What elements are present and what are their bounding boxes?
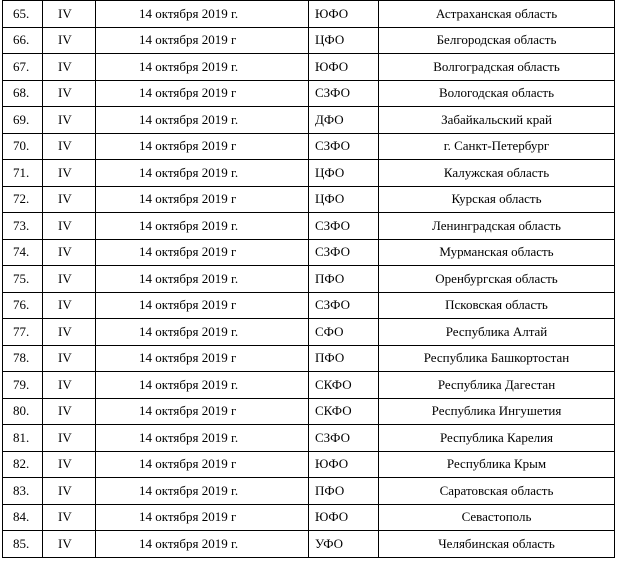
region-cell: Вологодская область bbox=[379, 80, 615, 107]
round-cell: IV bbox=[43, 425, 96, 452]
table-row bbox=[3, 27, 615, 54]
federal-district-cell: СЗФО bbox=[309, 133, 379, 160]
round-cell: IV bbox=[43, 1, 96, 28]
table-row bbox=[3, 213, 615, 240]
row-number-cell: 79. bbox=[3, 372, 43, 399]
region-cell: Ленинградская область bbox=[379, 213, 615, 240]
federal-district-cell: СЗФО bbox=[309, 292, 379, 319]
row-number-cell: 76. bbox=[3, 292, 43, 319]
date-cell: 14 октября 2019 г bbox=[96, 398, 309, 425]
federal-district-cell: СЗФО bbox=[309, 213, 379, 240]
region-cell: Псковская область bbox=[379, 292, 615, 319]
row-number-cell: 71. bbox=[3, 160, 43, 187]
federal-district-cell: СЗФО bbox=[309, 80, 379, 107]
date-cell: 14 октября 2019 г. bbox=[96, 160, 309, 187]
federal-district-cell: ЦФО bbox=[309, 160, 379, 187]
table-row bbox=[3, 266, 615, 293]
round-cell: IV bbox=[43, 531, 96, 558]
region-cell: Республика Башкортостан bbox=[379, 345, 615, 372]
row-number-cell: 84. bbox=[3, 504, 43, 531]
region-cell: Оренбургская область bbox=[379, 266, 615, 293]
date-cell: 14 октября 2019 г. bbox=[96, 107, 309, 134]
row-number-cell: 77. bbox=[3, 319, 43, 346]
row-number-cell: 75. bbox=[3, 266, 43, 293]
region-cell: Республика Дагестан bbox=[379, 372, 615, 399]
round-cell: IV bbox=[43, 504, 96, 531]
date-cell: 14 октября 2019 г. bbox=[96, 266, 309, 293]
date-cell: 14 октября 2019 г. bbox=[96, 319, 309, 346]
federal-district-cell: СФО bbox=[309, 319, 379, 346]
date-cell: 14 октября 2019 г bbox=[96, 292, 309, 319]
region-cell: Челябинская область bbox=[379, 531, 615, 558]
table-row bbox=[3, 1, 615, 28]
round-cell: IV bbox=[43, 451, 96, 478]
row-number-cell: 72. bbox=[3, 186, 43, 213]
schedule-table bbox=[2, 0, 615, 558]
federal-district-cell: СКФО bbox=[309, 398, 379, 425]
date-cell: 14 октября 2019 г. bbox=[96, 1, 309, 28]
date-cell: 14 октября 2019 г bbox=[96, 186, 309, 213]
date-cell: 14 октября 2019 г. bbox=[96, 54, 309, 81]
table-row bbox=[3, 133, 615, 160]
date-cell: 14 октября 2019 г. bbox=[96, 478, 309, 505]
row-number-cell: 65. bbox=[3, 1, 43, 28]
date-cell: 14 октября 2019 г. bbox=[96, 531, 309, 558]
round-cell: IV bbox=[43, 239, 96, 266]
round-cell: IV bbox=[43, 133, 96, 160]
date-cell: 14 октября 2019 г bbox=[96, 239, 309, 266]
table-row bbox=[3, 372, 615, 399]
date-cell: 14 октября 2019 г bbox=[96, 504, 309, 531]
region-cell: Астраханская область bbox=[379, 1, 615, 28]
region-cell: Республика Карелия bbox=[379, 425, 615, 452]
row-number-cell: 83. bbox=[3, 478, 43, 505]
federal-district-cell: ПФО bbox=[309, 266, 379, 293]
row-number-cell: 82. bbox=[3, 451, 43, 478]
federal-district-cell: ЮФО bbox=[309, 504, 379, 531]
round-cell: IV bbox=[43, 398, 96, 425]
region-cell: Белгородская область bbox=[379, 27, 615, 54]
date-cell: 14 октября 2019 г bbox=[96, 133, 309, 160]
federal-district-cell: ЦФО bbox=[309, 27, 379, 54]
federal-district-cell: СЗФО bbox=[309, 239, 379, 266]
date-cell: 14 октября 2019 г bbox=[96, 345, 309, 372]
date-cell: 14 октября 2019 г bbox=[96, 451, 309, 478]
region-cell: Севастополь bbox=[379, 504, 615, 531]
federal-district-cell: ПФО bbox=[309, 345, 379, 372]
region-cell: Волгоградская область bbox=[379, 54, 615, 81]
date-cell: 14 октября 2019 г. bbox=[96, 372, 309, 399]
round-cell: IV bbox=[43, 372, 96, 399]
federal-district-cell: ЦФО bbox=[309, 186, 379, 213]
region-cell: Республика Алтай bbox=[379, 319, 615, 346]
row-number-cell: 78. bbox=[3, 345, 43, 372]
region-cell: Курская область bbox=[379, 186, 615, 213]
region-cell: Забайкальский край bbox=[379, 107, 615, 134]
region-cell: Республика Крым bbox=[379, 451, 615, 478]
table-row bbox=[3, 160, 615, 187]
round-cell: IV bbox=[43, 160, 96, 187]
region-cell: Калужская область bbox=[379, 160, 615, 187]
federal-district-cell: ЮФО bbox=[309, 1, 379, 28]
round-cell: IV bbox=[43, 213, 96, 240]
row-number-cell: 74. bbox=[3, 239, 43, 266]
date-cell: 14 октября 2019 г. bbox=[96, 425, 309, 452]
row-number-cell: 73. bbox=[3, 213, 43, 240]
row-number-cell: 66. bbox=[3, 27, 43, 54]
date-cell: 14 октября 2019 г bbox=[96, 27, 309, 54]
federal-district-cell: ДФО bbox=[309, 107, 379, 134]
table-row bbox=[3, 319, 615, 346]
table-row bbox=[3, 398, 615, 425]
round-cell: IV bbox=[43, 266, 96, 293]
table-row bbox=[3, 292, 615, 319]
region-cell: Республика Ингушетия bbox=[379, 398, 615, 425]
round-cell: IV bbox=[43, 80, 96, 107]
date-cell: 14 октября 2019 г bbox=[96, 80, 309, 107]
table-row bbox=[3, 239, 615, 266]
row-number-cell: 81. bbox=[3, 425, 43, 452]
federal-district-cell: СЗФО bbox=[309, 425, 379, 452]
round-cell: IV bbox=[43, 292, 96, 319]
table-row bbox=[3, 504, 615, 531]
table-row bbox=[3, 107, 615, 134]
table-row bbox=[3, 345, 615, 372]
round-cell: IV bbox=[43, 107, 96, 134]
round-cell: IV bbox=[43, 186, 96, 213]
federal-district-cell: УФО bbox=[309, 531, 379, 558]
federal-district-cell: ЮФО bbox=[309, 54, 379, 81]
row-number-cell: 85. bbox=[3, 531, 43, 558]
region-cell: Саратовская область bbox=[379, 478, 615, 505]
federal-district-cell: ЮФО bbox=[309, 451, 379, 478]
table-row bbox=[3, 478, 615, 505]
row-number-cell: 70. bbox=[3, 133, 43, 160]
round-cell: IV bbox=[43, 319, 96, 346]
region-cell: г. Санкт-Петербург bbox=[379, 133, 615, 160]
table-row bbox=[3, 186, 615, 213]
table-row bbox=[3, 451, 615, 478]
date-cell: 14 октября 2019 г. bbox=[96, 213, 309, 240]
table-row bbox=[3, 54, 615, 81]
round-cell: IV bbox=[43, 478, 96, 505]
table-body bbox=[3, 1, 615, 558]
round-cell: IV bbox=[43, 27, 96, 54]
federal-district-cell: ПФО bbox=[309, 478, 379, 505]
table-row bbox=[3, 531, 615, 558]
row-number-cell: 67. bbox=[3, 54, 43, 81]
row-number-cell: 68. bbox=[3, 80, 43, 107]
round-cell: IV bbox=[43, 345, 96, 372]
round-cell: IV bbox=[43, 54, 96, 81]
region-cell: Мурманская область bbox=[379, 239, 615, 266]
row-number-cell: 80. bbox=[3, 398, 43, 425]
federal-district-cell: СКФО bbox=[309, 372, 379, 399]
table-row bbox=[3, 425, 615, 452]
row-number-cell: 69. bbox=[3, 107, 43, 134]
table-row bbox=[3, 80, 615, 107]
